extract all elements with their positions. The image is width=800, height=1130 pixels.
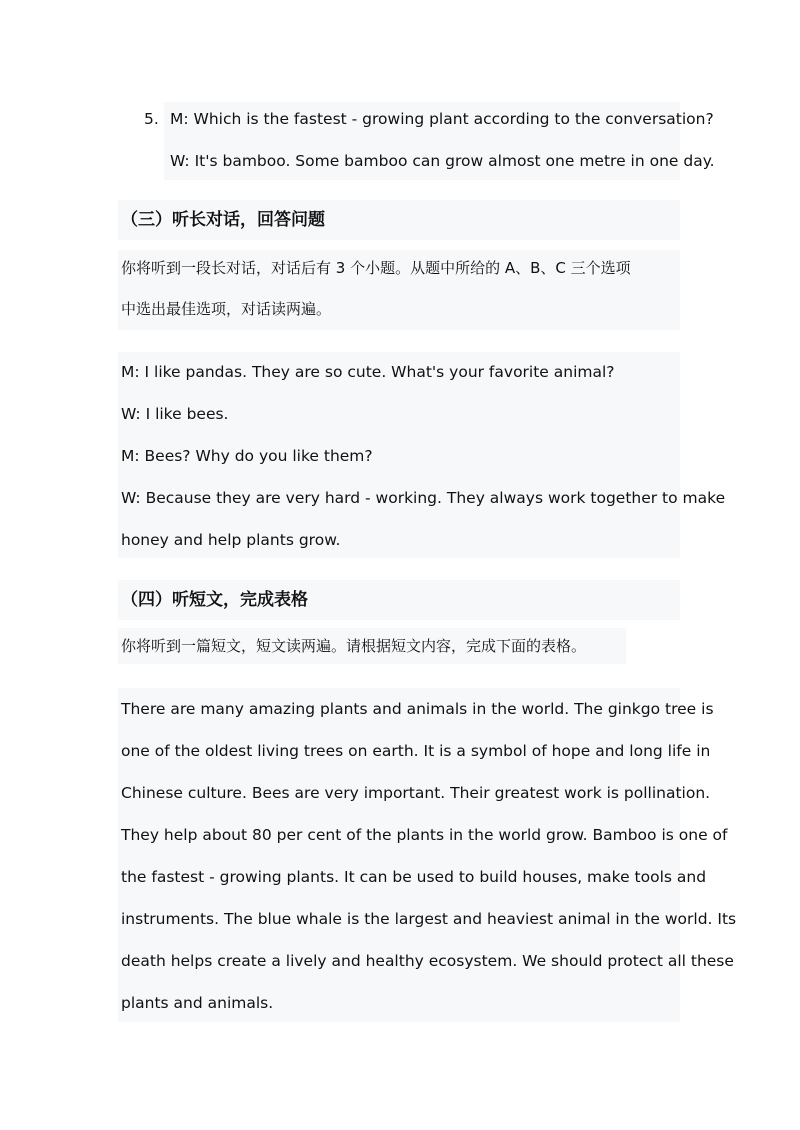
passage-line: Chinese culture. Bees are very important. Their greatest work is pollination. [121,784,711,802]
passage-line: death helps create a lively and healthy ecosystem. We should protect all these [121,952,734,970]
passage-line: the fastest - growing plants. It can be used to build houses, make tools and [121,868,707,886]
passage-line: instruments. The blue whale is the largest and heaviest animal in the world. Its [121,910,737,928]
section3-heading: （三）听长对话，回答问题 [121,210,325,230]
dialogue-line: W: Because they are very hard - working. They always work together to make [121,489,726,507]
dialogue-line: honey and help plants grow. [121,531,341,549]
section4-instruction: 你将听到一篇短文，短文读两遍。请根据短文内容，完成下面的表格。 [121,637,587,655]
question-5-answer: W: It's bamboo. Some bamboo can grow almost one metre in one day. [170,152,715,170]
dialogue-line: W: I like bees. [121,405,229,423]
passage-line: plants and animals. [121,994,274,1012]
question-5-text: M: Which is the fastest - growing plant according to the conversation? [170,110,714,128]
passage-line: There are many amazing plants and animals in the world. The ginkgo tree is [121,700,714,718]
dialogue-line: M: I like pandas. They are so cute. What's your favorite animal? [121,363,615,381]
question-number: 5. [144,110,159,128]
section3-instruction-line2: 中选出最佳选项，对话读两遍。 [121,300,332,318]
dialogue-line: M: Bees? Why do you like them? [121,447,373,465]
section3-instruction-line1: 你将听到一段长对话，对话后有 3 个小题。从题中所给的 A、B、C 三个选项 [121,259,631,277]
passage-line: one of the oldest living trees on earth. It is a symbol of hope and long life in [121,742,711,760]
passage-line: They help about 80 per cent of the plants in the world grow. Bamboo is one of [121,826,728,844]
section4-heading: （四）听短文，完成表格 [121,590,308,610]
